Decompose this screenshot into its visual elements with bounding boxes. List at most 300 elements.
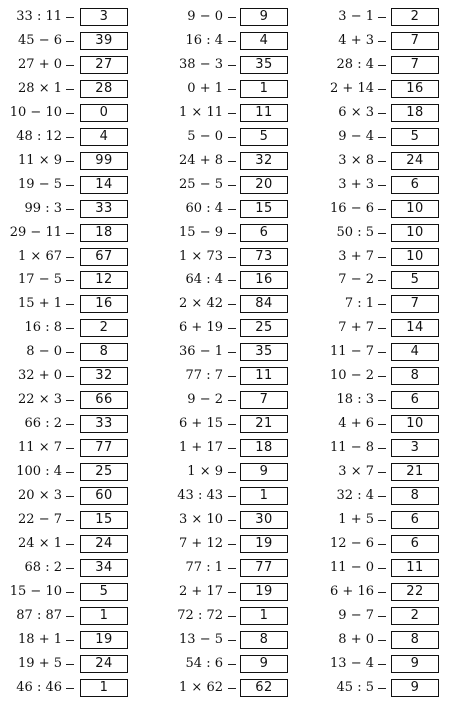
equals-dash	[228, 233, 236, 234]
problem-row	[159, 535, 318, 553]
problem-row	[0, 487, 159, 505]
problem-expression: 9 − 7	[338, 607, 374, 623]
problem-expression: 22 − 7	[18, 511, 62, 527]
problem-row	[0, 535, 159, 553]
equals-dash	[378, 89, 386, 90]
answer-box[interactable]: 14	[80, 176, 128, 194]
problem-row	[318, 415, 465, 433]
answer-box[interactable]: 99	[80, 152, 128, 170]
problem-expression: 8 + 0	[338, 631, 374, 647]
problem-row	[159, 463, 318, 481]
answer-box[interactable]: 4	[80, 128, 128, 146]
answer-box[interactable]: 7	[240, 391, 288, 409]
answer-box[interactable]: 32	[80, 367, 128, 385]
problem-row	[0, 679, 159, 697]
equals-dash	[378, 352, 386, 353]
answer-box[interactable]: 21	[240, 415, 288, 433]
answer-box[interactable]: 5	[391, 271, 439, 289]
answer-box[interactable]: 77	[80, 439, 128, 457]
problem-expression: 18 : 3	[336, 392, 374, 408]
equals-dash	[66, 65, 74, 66]
problem-expression: 0 + 1	[187, 80, 223, 96]
equals-dash	[228, 688, 236, 689]
answer-box[interactable]: 9	[391, 679, 439, 697]
answer-box[interactable]: 67	[80, 248, 128, 266]
problem-row	[318, 583, 465, 601]
problem-row	[318, 343, 465, 361]
problem-row	[318, 511, 465, 529]
answer-box[interactable]: 1	[80, 679, 128, 697]
answer-box[interactable]: 77	[240, 559, 288, 577]
problem-expression: 11 − 0	[330, 559, 374, 575]
equals-dash	[66, 472, 74, 473]
answer-box[interactable]: 1	[240, 607, 288, 625]
problem-row	[318, 176, 465, 194]
answer-box[interactable]: 3	[391, 439, 439, 457]
answer-box[interactable]: 8	[391, 487, 439, 505]
equals-dash	[378, 592, 386, 593]
problem-expression: 27 + 0	[18, 56, 62, 72]
equals-dash	[66, 113, 74, 114]
problem-row	[159, 559, 318, 577]
answer-box[interactable]: 62	[240, 679, 288, 697]
answer-box[interactable]: 21	[391, 463, 439, 481]
answer-box[interactable]: 6	[240, 224, 288, 242]
problem-expression: 43 : 43	[177, 488, 223, 503]
equals-dash	[228, 209, 236, 210]
answer-box[interactable]: 9	[391, 655, 439, 673]
problem-expression: 9 − 4	[338, 128, 374, 144]
problem-row	[0, 367, 159, 385]
answer-box[interactable]: 2	[391, 8, 439, 26]
equals-dash	[228, 65, 236, 66]
problem-row	[159, 511, 318, 529]
answer-box[interactable]: 60	[80, 487, 128, 505]
equals-dash	[228, 113, 236, 114]
problem-row	[0, 224, 159, 242]
equals-dash	[378, 640, 386, 641]
problem-row	[0, 415, 159, 433]
problem-expression: 77 : 1	[185, 559, 223, 575]
problem-row	[159, 224, 318, 242]
problem-row	[0, 559, 159, 577]
answer-box[interactable]: 1	[80, 607, 128, 625]
equals-dash	[228, 664, 236, 665]
problem-expression: 24 × 1	[18, 535, 62, 551]
problem-row	[159, 631, 318, 649]
problem-row	[0, 32, 159, 50]
problem-row	[0, 295, 159, 313]
problem-expression: 99 : 3	[24, 200, 62, 216]
problem-expression: 1 × 67	[18, 248, 62, 264]
problem-expression: 12 − 6	[330, 535, 374, 551]
equals-dash	[228, 544, 236, 545]
answer-box[interactable]: 35	[240, 56, 288, 74]
problem-expression: 64 : 4	[185, 272, 223, 288]
answer-box[interactable]: 7	[391, 295, 439, 313]
equals-dash	[228, 280, 236, 281]
answer-box[interactable]: 10	[391, 224, 439, 242]
answer-box[interactable]: 9	[240, 463, 288, 481]
answer-box[interactable]: 66	[80, 391, 128, 409]
problem-expression: 7 + 12	[179, 535, 223, 551]
equals-dash	[378, 328, 386, 329]
equals-dash	[228, 17, 236, 18]
problem-row	[0, 583, 159, 601]
answer-box[interactable]: 15	[240, 200, 288, 218]
answer-box[interactable]: 34	[80, 559, 128, 577]
problem-row	[318, 248, 465, 266]
answer-box[interactable]: 73	[240, 248, 288, 266]
problem-expression: 3 × 7	[338, 464, 374, 480]
problem-row	[159, 391, 318, 409]
answer-box[interactable]: 3	[80, 8, 128, 26]
answer-box[interactable]: 11	[240, 104, 288, 122]
problem-row	[159, 200, 318, 218]
problem-expression: 1 × 62	[179, 679, 223, 695]
answer-box[interactable]: 8	[240, 631, 288, 649]
problem-row	[318, 655, 465, 673]
answer-box[interactable]: 25	[240, 319, 288, 337]
answer-box[interactable]: 20	[240, 176, 288, 194]
problem-expression: 13 − 5	[179, 631, 223, 647]
answer-box[interactable]: 6	[391, 176, 439, 194]
answer-box[interactable]: 30	[240, 511, 288, 529]
answer-box[interactable]: 33	[80, 200, 128, 218]
problem-expression: 29 − 11	[9, 224, 62, 240]
equals-dash	[66, 137, 74, 138]
problem-expression: 3 − 1	[338, 9, 374, 24]
equals-dash	[378, 280, 386, 281]
answer-box[interactable]: 24	[391, 152, 439, 170]
worksheet	[0, 8, 465, 705]
problem-row	[318, 104, 465, 122]
equals-dash	[378, 568, 386, 569]
equals-dash	[228, 472, 236, 473]
column-1	[0, 8, 159, 705]
answer-box[interactable]: 2	[391, 607, 439, 625]
answer-box[interactable]: 11	[391, 559, 439, 577]
problem-row	[159, 152, 318, 170]
equals-dash	[66, 448, 74, 449]
equals-dash	[378, 664, 386, 665]
problem-expression: 19 + 5	[18, 655, 62, 671]
column-2	[159, 8, 318, 705]
problem-expression: 25 − 5	[179, 176, 223, 192]
equals-dash	[378, 448, 386, 449]
problem-expression: 4 + 3	[338, 32, 374, 48]
answer-box[interactable]: 84	[240, 295, 288, 313]
problem-expression: 54 : 6	[185, 655, 223, 671]
answer-box[interactable]: 15	[80, 511, 128, 529]
problem-row	[0, 8, 159, 26]
answer-box[interactable]: 8	[391, 367, 439, 385]
equals-dash	[228, 424, 236, 425]
equals-dash	[66, 424, 74, 425]
problem-expression: 6 + 19	[179, 320, 223, 336]
answer-box[interactable]: 11	[240, 367, 288, 385]
answer-box[interactable]: 35	[240, 343, 288, 361]
answer-box[interactable]: 19	[240, 583, 288, 601]
equals-dash	[66, 328, 74, 329]
equals-dash	[228, 257, 236, 258]
problem-expression: 11 − 8	[330, 440, 374, 456]
answer-box[interactable]: 16	[391, 80, 439, 98]
problem-expression: 3 × 8	[338, 152, 374, 168]
answer-box[interactable]: 19	[240, 535, 288, 553]
problem-expression: 4 + 6	[338, 416, 374, 432]
problem-row	[0, 104, 159, 122]
problem-expression: 60 : 4	[185, 200, 223, 216]
problem-expression: 24 + 8	[179, 152, 223, 168]
answer-box[interactable]: 10	[391, 415, 439, 433]
problem-row	[159, 679, 318, 697]
answer-box[interactable]: 4	[240, 32, 288, 50]
answer-box[interactable]: 2	[80, 319, 128, 337]
problem-expression: 18 + 1	[18, 631, 62, 647]
problem-row	[318, 559, 465, 577]
equals-dash	[378, 688, 386, 689]
problem-expression: 38 − 3	[179, 56, 223, 72]
problem-expression: 3 + 3	[338, 176, 374, 192]
problem-row	[0, 200, 159, 218]
problem-expression: 11 × 9	[18, 152, 62, 168]
answer-box[interactable]: 22	[391, 583, 439, 601]
answer-box[interactable]: 8	[391, 631, 439, 649]
problem-expression: 16 : 4	[185, 32, 223, 48]
equals-dash	[378, 113, 386, 114]
problem-row	[0, 248, 159, 266]
problem-row	[159, 248, 318, 266]
problem-expression: 7 + 7	[338, 320, 374, 336]
problem-row	[0, 439, 159, 457]
answer-box[interactable]: 27	[80, 56, 128, 74]
answer-box[interactable]: 6	[391, 391, 439, 409]
equals-dash	[66, 496, 74, 497]
problem-expression: 22 × 3	[18, 392, 62, 408]
problem-expression: 1 + 5	[338, 511, 374, 527]
problem-row	[318, 463, 465, 481]
problem-expression: 7 : 1	[344, 296, 374, 312]
equals-dash	[378, 616, 386, 617]
problem-row	[159, 128, 318, 146]
answer-box[interactable]: 9	[240, 8, 288, 26]
problem-expression: 2 × 42	[179, 296, 223, 312]
equals-dash	[378, 41, 386, 42]
problem-row	[159, 56, 318, 74]
equals-dash	[228, 448, 236, 449]
problem-row	[318, 391, 465, 409]
equals-dash	[66, 568, 74, 569]
answer-box[interactable]: 16	[240, 271, 288, 289]
answer-box[interactable]: 1	[240, 80, 288, 98]
equals-dash	[378, 257, 386, 258]
equals-dash	[66, 376, 74, 377]
answer-box[interactable]: 28	[80, 80, 128, 98]
problem-row	[159, 415, 318, 433]
answer-box[interactable]: 25	[80, 463, 128, 481]
answer-box[interactable]: 5	[240, 128, 288, 146]
problem-expression: 6 + 16	[330, 583, 374, 599]
equals-dash	[228, 161, 236, 162]
answer-box[interactable]: 32	[240, 152, 288, 170]
equals-dash	[66, 41, 74, 42]
equals-dash	[66, 688, 74, 689]
equals-dash	[378, 472, 386, 473]
answer-box[interactable]: 6	[391, 511, 439, 529]
problem-expression: 5 − 0	[187, 128, 223, 144]
problem-expression: 77 : 7	[185, 368, 223, 384]
problem-row	[159, 319, 318, 337]
equals-dash	[66, 640, 74, 641]
equals-dash	[66, 304, 74, 305]
problem-expression: 87 : 87	[16, 607, 62, 623]
problem-expression: 6 + 15	[179, 416, 223, 432]
problem-row	[0, 271, 159, 289]
equals-dash	[66, 592, 74, 593]
equals-dash	[228, 41, 236, 42]
equals-dash	[378, 496, 386, 497]
problem-expression: 8 − 0	[26, 344, 62, 360]
problem-expression: 20 × 3	[18, 488, 62, 503]
answer-box[interactable]: 39	[80, 32, 128, 50]
answer-box[interactable]: 18	[391, 104, 439, 122]
problem-row	[318, 271, 465, 289]
answer-box[interactable]: 18	[240, 439, 288, 457]
problem-row	[318, 439, 465, 457]
answer-box[interactable]: 19	[80, 631, 128, 649]
problem-row	[159, 176, 318, 194]
problem-row	[318, 535, 465, 553]
answer-box[interactable]: 9	[240, 655, 288, 673]
problem-expression: 3 + 7	[338, 248, 374, 264]
answer-box[interactable]: 16	[80, 295, 128, 313]
equals-dash	[228, 137, 236, 138]
problem-row	[0, 56, 159, 74]
problem-row	[318, 295, 465, 313]
equals-dash	[66, 17, 74, 18]
problem-expression: 72 : 72	[177, 607, 223, 623]
equals-dash	[228, 304, 236, 305]
problem-row	[159, 104, 318, 122]
problem-row	[0, 391, 159, 409]
problem-row	[318, 152, 465, 170]
problem-expression: 28 × 1	[18, 80, 62, 96]
problem-row	[318, 607, 465, 625]
problem-row	[0, 343, 159, 361]
answer-box[interactable]: 0	[80, 104, 128, 122]
answer-box[interactable]: 5	[391, 128, 439, 146]
problem-expression: 3 × 10	[179, 511, 223, 527]
answer-box[interactable]: 8	[80, 343, 128, 361]
problem-expression: 16 − 6	[330, 200, 374, 216]
answer-box[interactable]: 7	[391, 32, 439, 50]
problem-row	[318, 8, 465, 26]
answer-box[interactable]: 33	[80, 415, 128, 433]
equals-dash	[228, 352, 236, 353]
problem-expression: 15 − 9	[179, 224, 223, 240]
problem-expression: 100 : 4	[16, 464, 62, 480]
problem-expression: 1 × 9	[187, 464, 223, 480]
problem-expression: 10 − 10	[9, 104, 62, 120]
equals-dash	[378, 233, 386, 234]
problem-row	[159, 343, 318, 361]
problem-row	[318, 56, 465, 74]
equals-dash	[66, 616, 74, 617]
equals-dash	[378, 376, 386, 377]
equals-dash	[66, 544, 74, 545]
equals-dash	[66, 161, 74, 162]
equals-dash	[378, 161, 386, 162]
answer-box[interactable]: 4	[391, 343, 439, 361]
problem-row	[318, 319, 465, 337]
problem-row	[159, 439, 318, 457]
answer-box[interactable]: 7	[391, 56, 439, 74]
answer-box[interactable]: 18	[80, 224, 128, 242]
equals-dash	[228, 568, 236, 569]
equals-dash	[228, 640, 236, 641]
equals-dash	[66, 185, 74, 186]
equals-dash	[378, 304, 386, 305]
answer-box[interactable]: 5	[80, 583, 128, 601]
equals-dash	[378, 65, 386, 66]
answer-box[interactable]: 1	[240, 487, 288, 505]
problem-expression: 6 × 3	[338, 104, 374, 120]
equals-dash	[66, 400, 74, 401]
equals-dash	[228, 328, 236, 329]
equals-dash	[66, 233, 74, 234]
problem-row	[318, 679, 465, 697]
equals-dash	[228, 592, 236, 593]
problem-expression: 15 − 10	[9, 583, 62, 599]
problem-expression: 45 : 5	[336, 679, 374, 695]
problem-row	[0, 463, 159, 481]
equals-dash	[378, 185, 386, 186]
problem-expression: 2 + 14	[330, 80, 374, 96]
problem-row	[318, 487, 465, 505]
equals-dash	[66, 89, 74, 90]
problem-row	[159, 8, 318, 26]
problem-expression: 66 : 2	[24, 416, 62, 432]
problem-row	[0, 319, 159, 337]
equals-dash	[66, 352, 74, 353]
answer-box[interactable]: 24	[80, 655, 128, 673]
problem-row	[0, 511, 159, 529]
problem-expression: 68 : 2	[24, 559, 62, 575]
problem-row	[159, 487, 318, 505]
problem-expression: 48 : 12	[16, 128, 62, 144]
problem-row	[159, 80, 318, 98]
equals-dash	[228, 185, 236, 186]
equals-dash	[66, 664, 74, 665]
problem-expression: 2 + 17	[179, 583, 223, 599]
equals-dash	[66, 257, 74, 258]
equals-dash	[378, 209, 386, 210]
answer-box[interactable]: 14	[391, 319, 439, 337]
problem-row	[0, 655, 159, 673]
problem-expression: 7 − 2	[338, 272, 374, 288]
problem-expression: 32 : 4	[336, 488, 374, 503]
problem-row	[318, 367, 465, 385]
answer-box[interactable]: 12	[80, 271, 128, 289]
answer-box[interactable]: 10	[391, 248, 439, 266]
answer-box[interactable]: 10	[391, 200, 439, 218]
problem-row	[0, 128, 159, 146]
answer-box[interactable]: 6	[391, 535, 439, 553]
answer-box[interactable]: 24	[80, 535, 128, 553]
equals-dash	[66, 209, 74, 210]
problem-expression: 33 : 11	[16, 9, 62, 24]
